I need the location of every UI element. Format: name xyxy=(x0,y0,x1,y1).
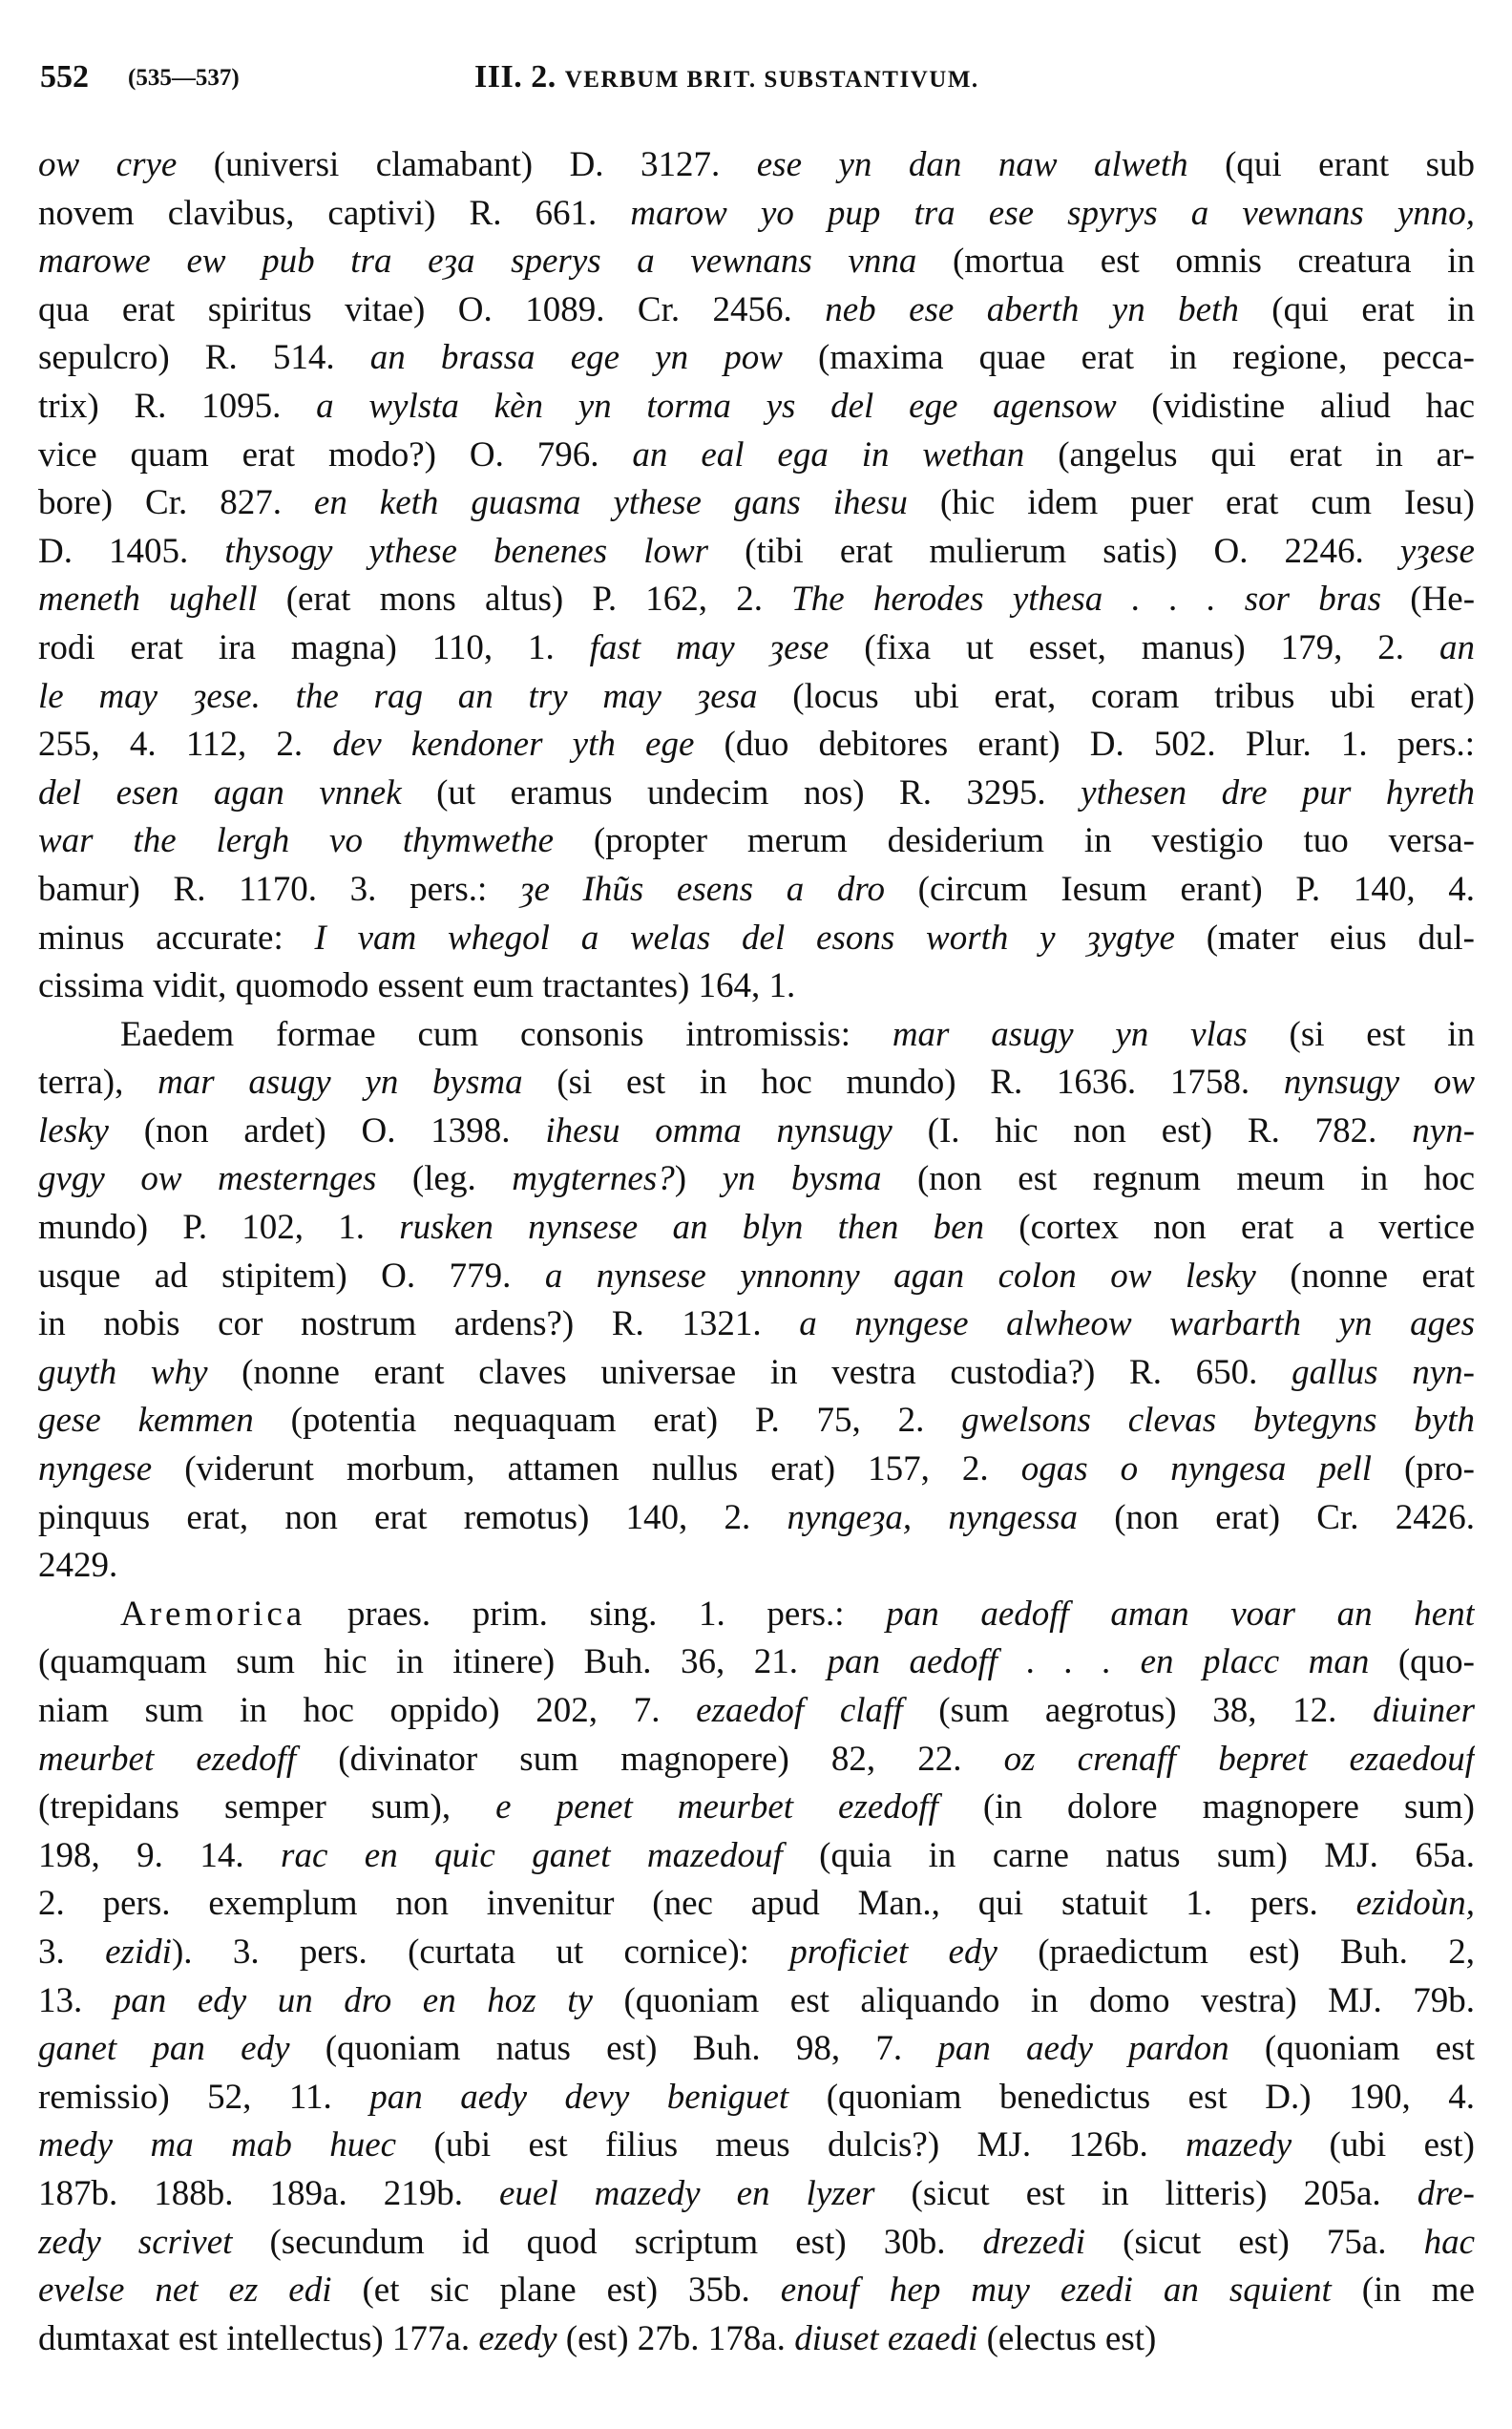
text-run: (tibi erat mulierum satis) O. 2246. xyxy=(708,531,1400,571)
text-run: vice quam erat modo?) O. 796. xyxy=(38,434,633,475)
italic-text: war the lergh vo thymwethe xyxy=(38,821,555,861)
italic-text: drezedi xyxy=(982,2222,1086,2262)
italic-text: oz crenaff bepret ezaedouf xyxy=(1003,1739,1475,1779)
text-run: 2429. xyxy=(38,1546,118,1586)
italic-text: euel mazedy en lyzer xyxy=(499,2173,875,2213)
italic-text: an xyxy=(1438,627,1475,667)
italic-text: proficiet edy xyxy=(789,1932,998,1972)
text-run: (non est regnum meum in hoc xyxy=(881,1159,1475,1199)
body-text xyxy=(38,141,1475,2363)
text-line xyxy=(38,528,1475,577)
text-run: (secundum id quod scriptum est) 30b. xyxy=(232,2222,983,2262)
italic-text: neb ese aberth yn beth xyxy=(825,289,1239,329)
italic-text: nyn- xyxy=(1412,1110,1475,1151)
italic-text: gvgy ow mesternges xyxy=(38,1159,377,1199)
text-run: Aremorica xyxy=(120,1594,306,1634)
italic-text: rusken nynsese an blyn then ben xyxy=(399,1208,985,1248)
italic-text: ezedy xyxy=(478,2318,557,2358)
italic-text: gese kemmen xyxy=(38,1401,254,1441)
text-run: (praedictum est) Buh. 2, xyxy=(997,1932,1475,1972)
italic-text: pan aedy pardon xyxy=(937,2029,1229,2069)
text-run: (circum Iesum erant) P. 140, 4. xyxy=(884,869,1475,909)
italic-text: yȝese xyxy=(1399,531,1475,571)
text-run: 255, 4. 112, 2. xyxy=(38,725,333,765)
italic-text: ezidoùn, xyxy=(1355,1884,1475,1924)
text-run: (viderunt morbum, attamen nullus erat) 157, 2. xyxy=(152,1449,1021,1489)
text-run: (quoniam benedictus est D.) 190, 4. xyxy=(788,2077,1475,2117)
text-line xyxy=(38,1253,1475,1301)
text-run: (I. hic non est) R. 782. xyxy=(892,1110,1413,1151)
text-run: niam sum in hoc oppido) 202, 7. xyxy=(38,1691,697,1730)
italic-text: meurbet ezedoff xyxy=(38,1739,297,1779)
italic-text: marowe ew pub tra eȝa sperys a vewnans vnna xyxy=(38,242,917,282)
text-run: praes. prim. sing. 1. pers.: xyxy=(305,1594,887,1634)
italic-text: rac en quic ganet mazedouf xyxy=(281,1835,783,1875)
text-line xyxy=(38,1204,1475,1253)
italic-text: gallus nyn- xyxy=(1292,1352,1475,1392)
text-run: (propter merum desiderium in vestigio tuo versa- xyxy=(554,821,1475,861)
text-run: (qui erat in xyxy=(1238,289,1475,329)
text-run: dumtaxat est intellectus) 177a. xyxy=(38,2318,479,2358)
text-line xyxy=(38,1349,1475,1398)
text-run: trix) R. 1095. xyxy=(38,386,317,426)
text-run: cissima vidit, quomodo essent eum tractantes) 164, 1. xyxy=(38,966,796,1006)
text-run: bamur) R. 1170. 3. pers.: xyxy=(38,869,520,909)
text-line xyxy=(38,2219,1475,2268)
text-run: (non erat) Cr. 2426. xyxy=(1077,1497,1475,1537)
text-line xyxy=(38,1446,1475,1494)
italic-text: hac xyxy=(1423,2222,1475,2262)
text-run: qua erat spiritus vitae) O. 1089. Cr. 2456. xyxy=(38,289,826,329)
text-line xyxy=(38,479,1475,528)
italic-text: le may ȝese. the rag an try may ȝesa xyxy=(38,676,758,716)
title-roman: III. 2. xyxy=(474,59,556,95)
text-run: (et sic plane est) 35b. xyxy=(331,2271,781,2311)
text-run: (nonne erat xyxy=(1255,1256,1475,1296)
text-run: (mater eius dul- xyxy=(1174,918,1475,958)
text-line xyxy=(38,1736,1475,1785)
italic-text: medy ma mab huec xyxy=(38,2125,397,2165)
italic-text: del esen agan vnnek xyxy=(38,772,402,813)
italic-text: ihesu omma nynsugy xyxy=(545,1110,892,1151)
text-run: D. 1405. xyxy=(38,531,225,571)
text-line xyxy=(38,624,1475,673)
text-line xyxy=(38,432,1475,480)
italic-text: mar asugy yn vlas xyxy=(892,1014,1248,1054)
text-run: (sum aegrotus) 38, 12. xyxy=(902,1691,1374,1730)
italic-text: ythesen dre pur hyreth xyxy=(1081,772,1475,813)
italic-text: an brassa ege yn pow xyxy=(369,338,783,378)
text-line xyxy=(38,962,1475,1011)
text-run: (cortex non erat a vertice xyxy=(984,1208,1475,1248)
text-line xyxy=(38,1108,1475,1156)
text-line xyxy=(38,1832,1475,1881)
text-line xyxy=(38,576,1475,624)
italic-text: I vam whegol a welas del esons worth y ȝygtye xyxy=(314,918,1175,958)
text-run: (divinator sum magnopere) 82, 22. xyxy=(296,1739,1004,1779)
text-line xyxy=(38,1011,1475,1060)
italic-text: a wylsta kèn yn torma ys del ege agensow xyxy=(316,386,1117,426)
text-run: (quoniam est xyxy=(1228,2029,1475,2069)
italic-text: nynsugy ow xyxy=(1283,1063,1475,1103)
italic-text: diuset ezaedi xyxy=(794,2318,978,2358)
text-run: (quia in carne natus sum) MJ. 65a. xyxy=(782,1835,1475,1875)
text-line xyxy=(38,1542,1475,1591)
italic-text: e penet meurbet ezedoff xyxy=(495,1787,938,1827)
text-run: bore) Cr. 827. xyxy=(38,483,314,523)
text-run: (duo debitores erant) D. 502. Plur. 1. pers.: xyxy=(694,725,1475,765)
italic-text: guyth why xyxy=(38,1352,208,1392)
text-line xyxy=(38,1687,1475,1736)
running-header xyxy=(40,59,1472,103)
text-line xyxy=(38,141,1475,190)
text-run: (nonne erant claves universae in vestra custodia?) R. 650. xyxy=(207,1352,1292,1392)
text-run: (maxima quae erat in regione, pecca- xyxy=(782,338,1475,378)
text-run: (trepidans semper sum), xyxy=(38,1787,496,1827)
italic-text: meneth ughell xyxy=(38,580,258,620)
text-run: (angelus qui erat in ar- xyxy=(1024,434,1475,475)
text-run: pinquus erat, non erat remotus) 140, 2. xyxy=(38,1497,788,1537)
italic-text: ow crye xyxy=(38,145,178,184)
text-line xyxy=(38,2315,1475,2364)
text-run: sepulcro) R. 514. xyxy=(38,338,370,378)
italic-text: thysogy ythese benenes lowr xyxy=(224,531,709,571)
italic-text: dev kendoner yth ege xyxy=(332,725,695,765)
text-line xyxy=(38,1638,1475,1687)
text-run: (erat mons altus) P. 162, 2. xyxy=(257,580,792,620)
text-line xyxy=(38,915,1475,963)
text-line xyxy=(38,721,1475,770)
text-run: rodi erat ira magna) 110, 1. xyxy=(38,627,590,667)
text-run: ) xyxy=(674,1159,723,1199)
italic-text: ezaedof claff xyxy=(696,1691,903,1730)
text-run: (quo- xyxy=(1369,1642,1475,1682)
italic-text: gwelsons clevas bytegyns byth xyxy=(961,1401,1475,1441)
text-run: usque ad stipitem) O. 779. xyxy=(38,1256,545,1296)
text-run: 3. xyxy=(38,1932,106,1972)
text-line xyxy=(38,2074,1475,2123)
italic-text: fast may ȝese xyxy=(589,627,830,667)
text-line xyxy=(38,1977,1475,2026)
text-run: 2. pers. exemplum non invenitur (nec apud Man., qui statuit 1. pers. xyxy=(38,1884,1356,1924)
text-line xyxy=(38,1591,1475,1639)
italic-text: ese yn dan naw alweth xyxy=(756,145,1188,184)
text-run: (ubi est) xyxy=(1292,2125,1475,2165)
text-run: (non ardet) O. 1398. xyxy=(108,1110,546,1151)
italic-text: mar asugy yn bysma xyxy=(158,1063,523,1103)
text-run: 13. xyxy=(38,1980,114,2020)
italic-text: a nyngese alwheow warbarth yn ages xyxy=(799,1304,1475,1344)
text-run: (mortua est omnis creatura in xyxy=(916,242,1475,282)
italic-text: nyngese xyxy=(38,1449,153,1489)
text-line xyxy=(38,383,1475,432)
italic-text: pan edy un dro en hoz ty xyxy=(113,1980,593,2020)
text-run: (est) 27b. 178a. xyxy=(556,2318,795,2358)
italic-text: ogas o nyngesa pell xyxy=(1020,1449,1372,1489)
text-run: (hic idem puer erat cum Iesu) xyxy=(907,483,1475,523)
text-run: (vidistine aliud hac xyxy=(1116,386,1475,426)
text-line xyxy=(38,817,1475,866)
italic-text: pan aedoff aman voar an hent xyxy=(886,1594,1475,1634)
page-range: (535—537) xyxy=(128,65,240,91)
text-run: (locus ubi erat, coram tribus ubi erat) xyxy=(757,676,1475,716)
italic-text: en keth guasma ythese gans ihesu xyxy=(313,483,908,523)
text-line xyxy=(38,1494,1475,1543)
text-run: (quamquam sum hic in itinere) Buh. 36, 21. xyxy=(38,1642,828,1682)
text-line xyxy=(38,2267,1475,2315)
italic-text: an eal ega in wethan xyxy=(632,434,1025,475)
italic-text: pan aedoff . . . en placc man xyxy=(827,1642,1370,1682)
text-line xyxy=(38,866,1475,915)
italic-text: yn bysma xyxy=(722,1159,882,1199)
page-number: 552 xyxy=(40,59,89,95)
text-run: 198, 9. 14. xyxy=(38,1835,282,1875)
text-line xyxy=(38,190,1475,239)
text-run: (He- xyxy=(1381,580,1475,620)
italic-text: pan aedy devy beniguet xyxy=(369,2077,789,2117)
italic-text: ganet pan edy xyxy=(38,2029,290,2069)
text-run: (qui erant sub xyxy=(1187,145,1475,184)
italic-text: evelse net ez edi xyxy=(38,2271,332,2311)
text-run: (sicut est) 75a. xyxy=(1085,2222,1424,2262)
title-rest: VERBUM BRIT. SUBSTANTIVUM. xyxy=(564,67,979,93)
text-line xyxy=(38,673,1475,722)
italic-text: enouf hep muy ezedi an squient xyxy=(780,2271,1332,2311)
italic-text: ezidi xyxy=(105,1932,172,1972)
text-line xyxy=(38,1155,1475,1204)
text-run: minus accurate: xyxy=(38,918,315,958)
text-line xyxy=(38,1397,1475,1446)
text-line xyxy=(38,1059,1475,1108)
text-run: (ut eramus undecim nos) R. 3295. xyxy=(401,772,1082,813)
text-run: Eaedem formae cum consonis intromissis: xyxy=(120,1014,892,1054)
italic-text: marow yo pup tra ese spyrys a vewnans ynno, xyxy=(630,193,1475,233)
italic-text: zedy scrivet xyxy=(38,2222,233,2262)
text-run: (fixa ut esset, manus) 179, 2. xyxy=(829,627,1439,667)
italic-text: a nynsese ynnonny agan colon ow lesky xyxy=(544,1256,1256,1296)
text-run: novem clavibus, captivi) R. 661. xyxy=(38,193,631,233)
text-run: (quoniam natus est) Buh. 98, 7. xyxy=(289,2029,938,2069)
text-run: (leg. xyxy=(376,1159,513,1199)
text-run: ). 3. pers. (curtata ut cornice): xyxy=(171,1932,790,1972)
italic-text: The herodes ythesa . . . sor bras xyxy=(791,580,1382,620)
text-run: (universi clamabant) D. 3127. xyxy=(177,145,757,184)
text-run: (ubi est filius meus dulcis?) MJ. 126b. xyxy=(396,2125,1186,2165)
italic-text: mygternes? xyxy=(512,1159,675,1199)
text-run: (si est in hoc mundo) R. 1636. 1758. xyxy=(522,1063,1284,1103)
text-line xyxy=(38,2025,1475,2074)
text-line xyxy=(38,1880,1475,1929)
text-run: (pro- xyxy=(1371,1449,1475,1489)
text-run: (si est in xyxy=(1247,1014,1475,1054)
text-line xyxy=(38,1784,1475,1832)
text-run: (in dolore magnopere sum) xyxy=(937,1787,1475,1827)
text-run: (quoniam est aliquando in domo vestra) MJ. 79b. xyxy=(592,1980,1475,2020)
italic-text: lesky xyxy=(38,1110,109,1151)
text-line xyxy=(38,2170,1475,2219)
text-run: (electus est) xyxy=(977,2318,1157,2358)
text-run: (in me xyxy=(1331,2271,1475,2311)
italic-text: nyngeȝa, nyngessa xyxy=(787,1497,1078,1537)
text-line xyxy=(38,286,1475,335)
text-run: remissio) 52, 11. xyxy=(38,2077,370,2117)
running-title xyxy=(474,59,979,95)
text-run: 187b. 188b. 189a. 219b. xyxy=(38,2173,499,2213)
text-run: terra), xyxy=(38,1063,158,1103)
text-line xyxy=(38,770,1475,818)
text-run: mundo) P. 102, 1. xyxy=(38,1208,400,1248)
text-line xyxy=(38,1929,1475,1977)
italic-text: dre- xyxy=(1417,2173,1475,2213)
italic-text: ȝe Ihũs esens a dro xyxy=(519,869,885,909)
text-line xyxy=(38,238,1475,286)
text-run: (sicut est in litteris) 205a. xyxy=(874,2173,1418,2213)
text-run: in nobis cor nostrum ardens?) R. 1321. xyxy=(38,1304,800,1344)
italic-text: mazedy xyxy=(1186,2125,1292,2165)
text-line xyxy=(38,1300,1475,1349)
text-run: (potentia nequaquam erat) P. 75, 2. xyxy=(253,1401,962,1441)
italic-text: diuiner xyxy=(1373,1691,1475,1730)
text-line xyxy=(38,334,1475,383)
text-line xyxy=(38,2122,1475,2170)
